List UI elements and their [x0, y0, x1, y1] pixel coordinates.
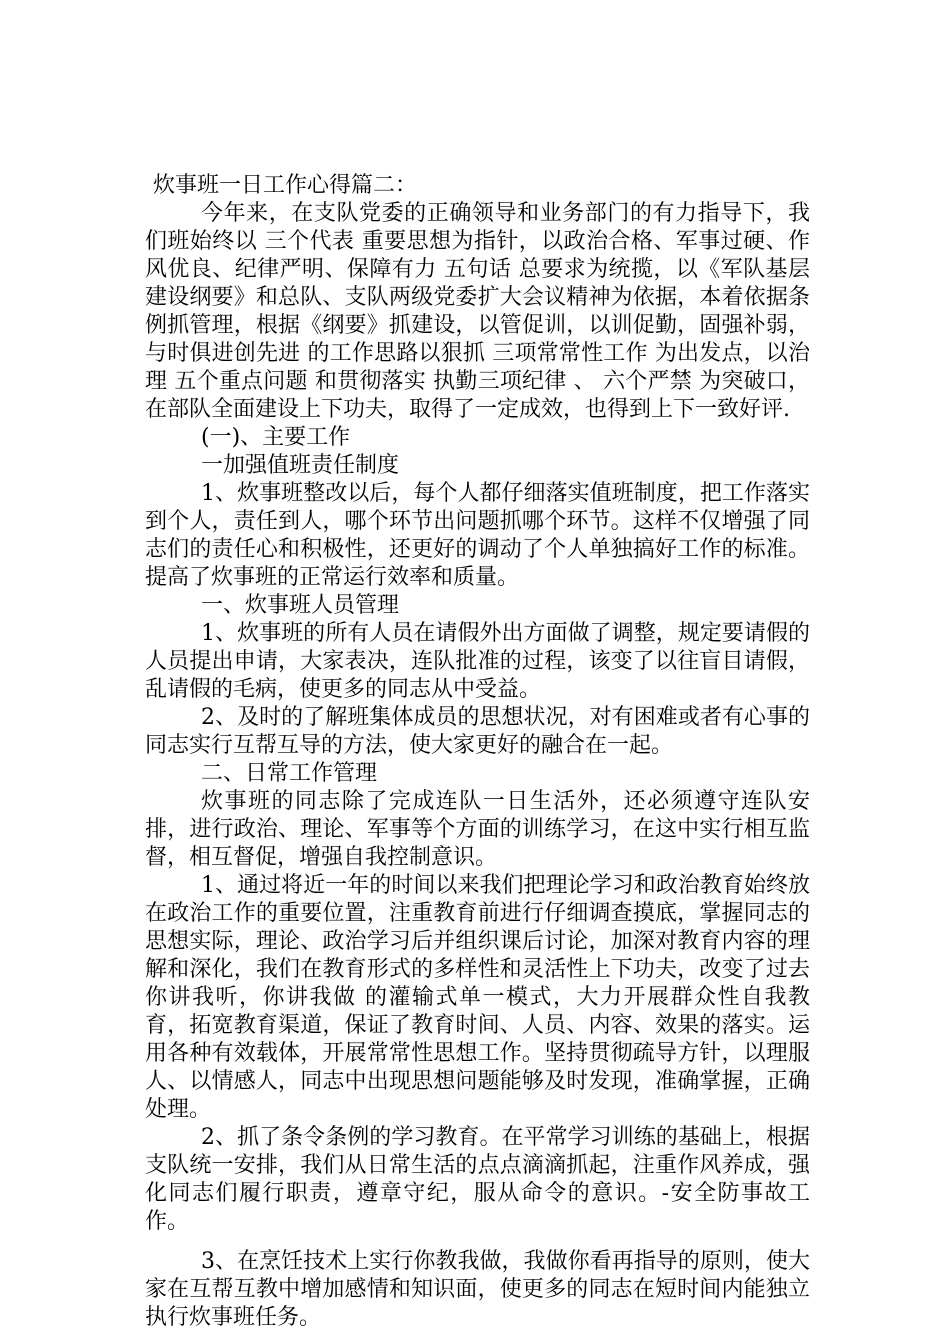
daily-paragraph-2: 2、抓了条令条例的学习教育。在平常学习训练的基础上，根据支队统一安排，我们从日常生活的点点滴滴抓起，注重作风养成，强化同志们履行职责，遵章守纪，服从命令的意识。-安全防事故工作。 — [145, 1125, 810, 1234]
section-staff-heading: 一、炊事班人员管理 — [201, 593, 400, 618]
document-title: 炊事班一日工作心得篇二： — [153, 173, 418, 198]
daily-intro-paragraph: 炊事班的同志除了完成连队一日生活外，还必须遵守连队安排，进行政治、理论、军事等个方面的训练学习，在这中实行相互监督，相互督促，增强自我控制意识。 — [145, 789, 810, 870]
daily-paragraph-1: 1、通过将近一年的时间以来我们把理论学习和政治教育始终放在政治工作的重要位置，注重教育前进行仔细调查摸底，掌握同志的思想实际，理论、政治学习后并组织课后讨论，加深对教育内容的理解和深化，我们在教育形式的多样性和灵活性上下功夫，改变了过去 你讲我听，你讲我做 的灌输式单一模式，大力开展群众性自我教育，拓宽教育渠道，保证了教育时间、人员、内容、效果的落实。运用各种有效载体，开展常常性思想工作。坚持贯彻疏导方针，以理服人、以情感人，同志中出现思想问题能够及时发现，准确掌握，正确处理。 — [145, 873, 810, 1122]
section-daily-heading: 二、日常工作管理 — [201, 761, 378, 786]
section-duty-heading: 一加强值班责任制度 — [201, 453, 400, 478]
document-page — [145, 172, 810, 1332]
paragraph-gap — [145, 1236, 810, 1248]
section-main-heading: (一)、主要工作 — [201, 425, 351, 450]
staff-paragraph-1: 1、炊事班的所有人员在请假外出方面做了调整，规定要请假的人员提出申请，大家表决，连队批准的过程，该变了以往盲目请假，乱请假的毛病，使更多的同志从中受益。 — [145, 621, 810, 702]
staff-paragraph-2: 2、及时的了解班集体成员的思想状况，对有困难或者有心事的同志实行互帮互导的方法，使大家更好的融合在一起。 — [145, 705, 810, 758]
duty-paragraph-1: 1、炊事班整改以后，每个人都仔细落实值班制度，把工作落实到个人，责任到人，哪个环节出问题抓哪个环节。这样不仅增强了同志们的责任心和积极性，还更好的调动了个人单独搞好工作的标准。提高了炊事班的正常运行效率和质量。 — [145, 481, 810, 590]
daily-paragraph-3: 3、在烹饪技术上实行你教我做，我做你看再指导的原则，使大家在互帮互教中增加感情和知识面，使更多的同志在短时间内能独立执行炊事班任务。 — [145, 1249, 810, 1330]
intro-paragraph: 今年来，在支队党委的正确领导和业务部门的有力指导下，我们班始终以 三个代表 重要思想为指针，以政治合格、军事过硬、作风优良、纪律严明、保障有力 五句话 总要求为统揽，以《军队基层建设纲要》和总队、支队两级党委扩大会议精神为依据，本着依据条例抓管理，根据《纲要》抓建设，以管促训，以训促勤，固强补弱，与时俱进创先进 的工作思路以狠抓 三项常常性工作 为出发点，以治理 五个重点问题 和贯彻落实 执勤三项纪律 、 六个严禁 为突破口，在部队全面建设上下功夫，取得了一定成效，也得到上下一致好评. — [145, 201, 810, 422]
